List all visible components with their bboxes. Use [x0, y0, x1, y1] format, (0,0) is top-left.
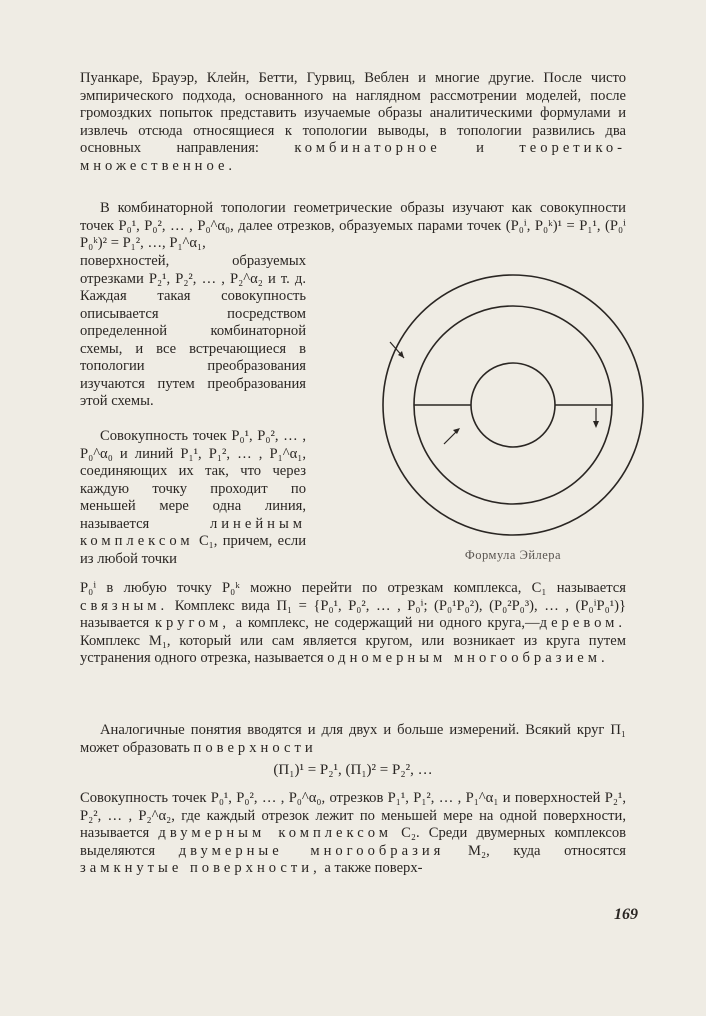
term-2d-manifold: двумерные многообразия — [178, 842, 445, 859]
connected-text-2: Комплекс вида Π₁ = {P₀¹, P₀², … , P₀ⁱ; (P₀¹P₀²), (P₀²P₀³), … , (P₀ⁱP₀¹)} называется — [80, 597, 626, 632]
analog-paragraph — [80, 722, 626, 757]
term-set-theoretic: теоретико-множественное. — [80, 140, 626, 174]
term-linear-complex: линейным комплексом — [80, 515, 306, 549]
page-number: 169 — [614, 906, 638, 923]
combinatorial-paragraph — [80, 200, 626, 253]
term-tree: деревом. — [539, 615, 627, 632]
term-combinatorial: комбинаторное — [294, 140, 441, 157]
connected-text: P₀ⁱ в любую точку P₀ᵏ можно перейти по отрезкам комплекса, C₁ называется — [80, 580, 626, 596]
two-dim-text: Совокупность точек P₀¹, P₀², … , P₀^α₀, отрезков P₁¹, P₁², … , P₁^α₁ и поверхностей P₂¹, P₂², … , P₂^α₂, где каждый отрезок лежит по меньшей мере на одной поверхности, называется — [80, 790, 626, 842]
intro-text: Пуанкаре, Брауэр, Клейн, Бетти, Гурвиц, Веблен и многие другие. После чисто эмпирического подхода, основанного на наглядном рассмотрении моделей, после громоздких попыток представить изучаемые образы аналитическими формулами и извлечь отсюда относящиеся к топологии выводы, в топологии развились два основных направления: — [80, 70, 626, 157]
figure-caption: Формула Эйлера — [464, 548, 562, 562]
left-column-text-1-content: поверхностей, образуемых отрезками P₂¹, P₂², … , P₂^α₂ и т. д. Каждая такая совокупность описывается посредством определенной комбинаторной схемы, и все встречающиеся в топологии преобразования изучаются путем преобразования этой схемы. — [80, 253, 306, 409]
analog-text: Аналогичные понятия вводятся и для двух и больше измерений. Всякий круг Π₁ может образовать — [80, 722, 626, 756]
arrow-inner-up-right — [444, 428, 460, 444]
intro-paragraph — [80, 70, 626, 176]
left-column-text-1 — [80, 253, 306, 411]
inner-circle — [471, 363, 555, 447]
connected-text-4: Комплекс M₁, который или сам является кругом, или возникает из круга путем устранения одного отрезка, называется — [80, 632, 626, 667]
term-circle: кругом, — [154, 615, 230, 632]
connected-text-3: а комплекс, не содержащий ни одного круга,— — [235, 615, 540, 632]
complex-c1-text: C₁, причем, если из любой точки — [80, 533, 307, 567]
surface-formula: (Π₁)¹ = P₂¹, (Π₁)² = P₂², … — [273, 762, 433, 778]
euler-formula-figure — [380, 272, 646, 538]
term-closed-surfaces: замкнутые поверхности, — [80, 860, 321, 877]
two-dim-paragraph — [80, 790, 626, 878]
left-column-text-2 — [80, 428, 306, 568]
tail-text: а также поверх- — [324, 860, 423, 877]
combinatorial-text: В комбинаторной топологии геометрические образы изучают как совокупности точек P₀¹, P₀², … , P₀^α₀, далее отрезков, образуемых парами точек (P₀ⁱ, P₀ᵏ)¹ = P₁¹, (P₀ⁱ P₀ᵏ)² = P₁², …, P₁^α₁, — [80, 200, 626, 252]
term-surface: поверхности — [193, 739, 317, 756]
word-and: и — [476, 140, 484, 157]
term-1d-manifold: одномерным многообразием. — [327, 650, 609, 667]
left-column-text-2-content: Совокупность точек P₀¹, P₀², … , P₀^α₀ и линий P₁¹, P₁², … , P₁^α₁, соединяющих их так, что через каждую точку проходит по меньшей мере одна линия, называется — [80, 428, 306, 532]
m2-text: M₂, куда относятся — [468, 842, 626, 859]
arrow-down-right — [593, 408, 599, 428]
complex-c2-text: C₂. Среди двумерных комплексов выделяются — [80, 825, 627, 859]
term-connected: связным. — [80, 597, 169, 614]
connected-paragraph — [80, 580, 626, 668]
term-2d-complex: двумерным комплексом — [158, 825, 392, 842]
